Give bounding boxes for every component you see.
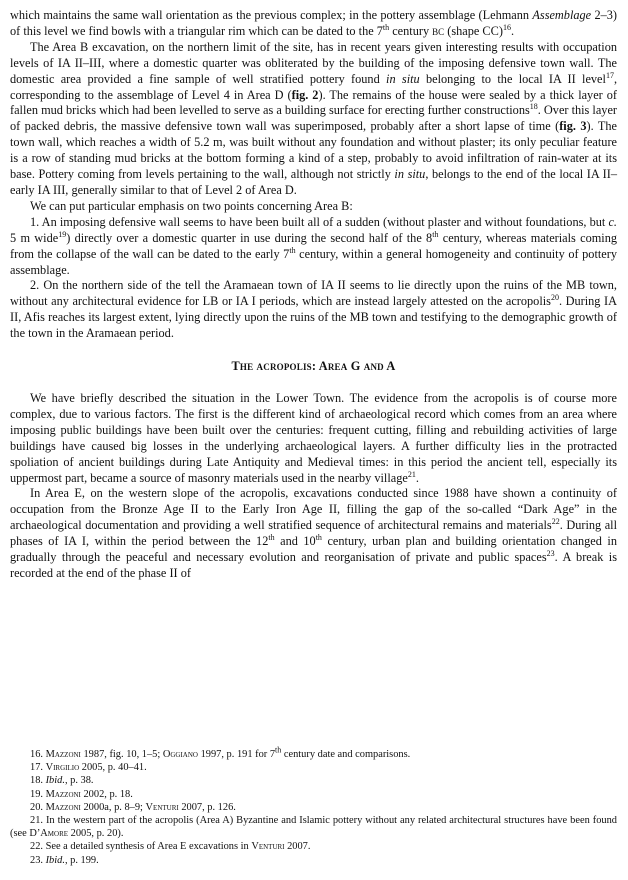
- text-run: The Area B excavation, on the northern limit of the site, has in recent years given interesting results with occupation levels of IA II–III, where a domestic quarter was obliterated by the building of the imposing defensive town wall. The domestic area provided a fine sample of well stratified pottery found: [10, 39, 617, 86]
- text-run: 18.: [30, 775, 46, 787]
- text-run: 1. An imposing defensive wall seems to have been built all of a sudden (without plaster and without foundations, but: [30, 214, 609, 229]
- paragraph: [10, 199, 617, 215]
- superscript: 22: [551, 517, 560, 527]
- paragraph: [10, 40, 617, 199]
- text-run: 2–3) of this level we find bowls with a triangular rim which can be dated to the 7: [10, 8, 617, 38]
- superscript: 18: [529, 102, 538, 112]
- text-run: , p. 199.: [64, 854, 99, 866]
- superscript: 20: [550, 293, 559, 303]
- text-run: century: [389, 23, 433, 38]
- italic-text: in situ: [394, 167, 426, 182]
- small-caps-text: Venturi: [145, 801, 179, 813]
- text-run: which maintains the same wall orientation as the previous complex; in the pottery assemblage (Lehmann: [10, 8, 533, 22]
- paragraph: [10, 278, 617, 342]
- small-caps-text: Mazzoni: [45, 788, 81, 800]
- superscript: th: [275, 745, 282, 755]
- paragraph: [10, 391, 617, 486]
- figure-reference: fig. 3: [559, 119, 587, 134]
- superscript: 17: [605, 70, 614, 80]
- text-run: 16.: [30, 749, 46, 760]
- paragraph: [10, 486, 617, 581]
- italic-text: Ibid.: [45, 854, 65, 866]
- text-run: 2. On the northern side of the tell the Aramaean town of IA II seems to lie directly upon the ruins of the MB town, without any architectural evidence for LB or IA I periods, which are instead largely attested on the acropolis: [10, 278, 617, 309]
- text-run: .: [510, 23, 515, 38]
- superscript: th: [432, 229, 439, 239]
- superscript: th: [315, 533, 322, 543]
- text-run: We can put particular emphasis on two points concerning Area B:: [30, 198, 353, 213]
- text-run: 23.: [30, 854, 46, 866]
- text-run: 2007, p. 126.: [178, 801, 236, 813]
- superscript: th: [382, 22, 390, 32]
- body-text-bottom: [10, 391, 617, 582]
- text-run: 2005, p. 20).: [68, 828, 124, 840]
- footnote: [10, 840, 617, 853]
- small-caps-text: Virgilio: [45, 762, 80, 774]
- footnote: [10, 774, 617, 787]
- text-run: . During all phases of IA I, within the period between the 12: [10, 518, 617, 549]
- text-run: 2005, p. 40–41.: [79, 762, 147, 774]
- footnote: [10, 745, 617, 761]
- small-caps-text: Oggiano: [162, 749, 198, 760]
- footnote: [10, 761, 617, 774]
- small-caps-text: The acropolis: Area G and A: [231, 359, 396, 374]
- body-text-top: [10, 8, 617, 342]
- text-run: . Over this layer of packed debris, the massive defensive town wall was superimposed, probably after a short lapse of time (: [10, 103, 617, 134]
- footnote: [10, 788, 617, 801]
- small-caps-text: Mazzoni: [45, 749, 81, 760]
- text-run: 21. In the western part of the acropolis (Area A) Byzantine and Islamic pottery without any related architectural structures have been found (see D’: [10, 815, 617, 840]
- footnote: [10, 814, 617, 840]
- text-run: . During IA II, Afis reaches its largest extent, lying directly upon the ruins of the MB town and testifying to the demographic growth of the town in the Aramaean period.: [10, 294, 617, 341]
- paragraph: [10, 8, 617, 40]
- text-run: 1997, p. 191 for 7: [197, 749, 276, 760]
- text-run: , belongs to the end of the local IA II–early IA III, generally similar to that of Level 2 of Area D.: [10, 167, 618, 197]
- superscript: 23: [546, 549, 555, 558]
- text-run: , corresponding to the assemblage of Level 4 in Area D (: [10, 71, 618, 102]
- section-heading: [10, 359, 617, 374]
- text-run: . A break is recorded at the end of the phase II of: [10, 550, 617, 580]
- footnote: [10, 854, 617, 867]
- superscript: 19: [58, 229, 67, 239]
- text-run: century date and comparisons.: [281, 749, 411, 760]
- superscript: th: [268, 533, 275, 543]
- italic-text: in situ: [386, 71, 420, 86]
- figure-reference: fig. 2: [291, 87, 319, 102]
- superscript: 21: [407, 469, 416, 479]
- text-run: century, urban plan and building orientation changed in gradually through the peaceful and necessary evolution and reorganisation of private and public spaces: [10, 534, 617, 565]
- small-caps-text: Amore: [40, 828, 69, 840]
- text-run: We have briefly described the situation in the Lower Town. The evidence from the acropolis is of course more complex, due to various factors. The first is the different kind of archaeological record which comes from an area where imposing public buildings have been built over the centuries: frequent cutting, filling and rebuilding activities of large buildings have caused big losses in the underlying archaeological layers. A further difficulty lies in the protracted spoliation of ancient buildings during Late Antiquity and Medieval times: in this period the ancient tell, especially its uppermost part, became a source of masonry materials used in the nearby village: [10, 391, 617, 485]
- superscript: th: [289, 245, 296, 255]
- text-run: 20.: [30, 801, 46, 813]
- text-run: century, whereas materials coming from the collapse of the wall can be dated to the early 7: [10, 230, 618, 261]
- text-run: century, within a general homogeneity and continuity of pottery assemblage.: [10, 246, 617, 277]
- text-run: 19.: [30, 788, 46, 800]
- small-caps-text: Mazzoni: [45, 801, 81, 813]
- text-run: 1987, fig. 10, 1–5;: [80, 749, 163, 760]
- page-body: [10, 8, 617, 582]
- italic-text: Assemblage: [532, 8, 592, 22]
- text-run: ). The remains of the house were sealed by a thick layer of fallen mud bricks which had been levelled to serve as a building surface for erecting further constructions: [10, 87, 617, 118]
- text-run: , p. 38.: [64, 775, 94, 787]
- text-run: ). The town wall, which reaches a width of 5.2 m, was built without any foundation and without plaster; its only peculiar feature is a row of standing mud bricks at the bottom forming a kind of a step, probably to avoid infiltration of rain-water at its base. Pottery coming from levels pertaining to the wall, although not strictly: [10, 119, 617, 182]
- small-caps-text: Venturi: [251, 841, 285, 853]
- text-run: belonging to the local IA II level: [419, 71, 606, 86]
- superscript: 16: [502, 22, 511, 32]
- footnotes: [10, 745, 617, 867]
- italic-text: c.: [608, 214, 617, 229]
- paragraph: [10, 215, 617, 279]
- text-run: In Area E, on the western slope of the acropolis, excavations conducted since 1988 have shown a continuity of occupation from the Bronze Age II to the Early Iron Age II, filling the gap of the so-called “Dark Age” in the archaeological documentation and providing a well stratified sequence of architectural remains and materials: [10, 486, 617, 533]
- small-caps-text: bc: [432, 23, 445, 38]
- footnote: [10, 801, 617, 814]
- text-run: 17.: [30, 762, 46, 774]
- text-run: 2000a, p. 8–9;: [80, 801, 146, 813]
- text-run: (shape CC): [444, 23, 503, 38]
- text-run: 5 m wide: [10, 230, 59, 245]
- text-run: 2007.: [284, 841, 311, 853]
- italic-text: Ibid.: [45, 775, 65, 787]
- text-run: and 10: [274, 534, 316, 549]
- text-run: 22. See a detailed synthesis of Area E excavations in: [30, 841, 252, 853]
- text-run: .: [415, 470, 419, 485]
- text-run: 2002, p. 18.: [80, 788, 133, 800]
- text-run: ) directly over a domestic quarter in use during the second half of the 8: [66, 230, 433, 245]
